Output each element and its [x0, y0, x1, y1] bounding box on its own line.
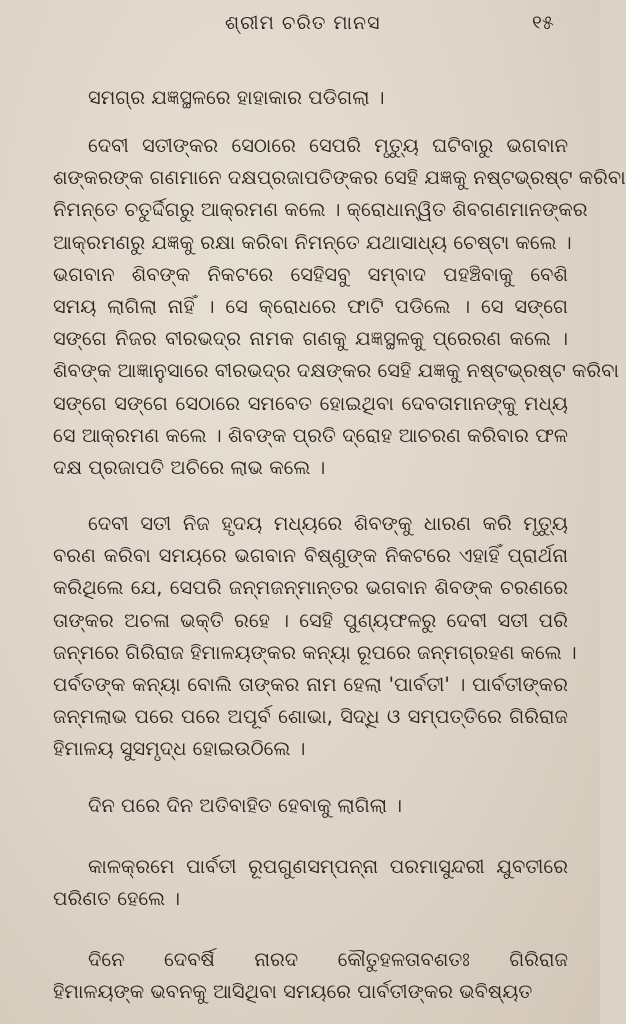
text-line: ଆକ୍ରମଣରୁ ଯଜ୍ଞକୁ ରକ୍ଷା କରିବା ନିମନ୍ତେ ଯଥାସାଧ୍ୟ ଚେଷ୍ଟା କଲେ । [53, 230, 572, 254]
text-line: ହିମାଳୟଙ୍କ ଭବନକୁ ଆସିଥିବା ସମୟରେ ପାର୍ବତୀଙ୍କର ଭବିଷ୍ୟତ [53, 980, 533, 1004]
text-line: ସମୟ ଲାଗିଲା ନାହିଁ । ସେ କ୍ରୋଧରେ ଫାଟି ପଡିଲେ । ସେ ସଙ୍ଗେ [53, 295, 568, 318]
text-line: ଦେବୀ ସତୀଙ୍କର ସେଠାରେ ସେପରି ମୃତ୍ୟୁ ଘଟିବାରୁ ଭଗବାନ [88, 134, 568, 157]
text-line: ଦେବୀ ସତୀ ନିଜ ହୃଦୟ ମଧ୍ୟରେ ଶିବଙ୍କୁ ଧାରଣ କରି ମୃତ୍ୟୁ [88, 512, 568, 535]
text-line: ଶିବଙ୍କ ଆଜ୍ଞାନୁସାରେ ବୀରଭଦ୍ର ଦକ୍ଷଙ୍କର ସେହି ଯଜ୍ଞକୁ ନଷ୍ଟଭ୍ରଷ୍ଟ କରିବା [53, 359, 619, 383]
text-line: ଭଗବାନ ଶିବଙ୍କ ନିକଟରେ ସେହିସବୁ ସମ୍ବାଦ ପହଞ୍ଚିବାକୁ ବେଶି [53, 262, 568, 286]
text-line: କାଳକ୍ରମେ ପାର୍ବତୀ ରୂପଗୁଣସମ୍ପନ୍ନା ପରମାସୁନ୍ଦରୀ ଯୁବତୀରେ [88, 855, 568, 878]
text-line: ପରିଣତ ହେଲେ । [53, 887, 181, 911]
text-line: ଶଙ୍କରଙ୍କ ଗଣମାନେ ଦକ୍ଷପ୍ରଜାପତିଙ୍କର ସେହି ଯଜ୍ଞକୁ ନଷ୍ଟଭ୍ରଷ୍ଟ କରିବା [53, 166, 626, 190]
text-line: ସଙ୍ଗେ ସଙ୍ଗେ ସେଠାରେ ସମବେତ ହୋଇଥିବା ଦେବତାମାନଙ୍କୁ ମଧ୍ୟ [53, 391, 568, 415]
text-line: ତାଙ୍କର ଅଚଳା ଭକ୍ତି ରହେ । ସେହି ପୁଣ୍ୟଫଳରୁ ଦେବୀ ସତୀ ପରି [53, 608, 568, 632]
text-line: ପର୍ବତଙ୍କ କନ୍ୟା ବୋଲି ତାଙ୍କର ନାମ ହେଲା 'ପାର୍ବତୀ' । ପାର୍ବତୀଙ୍କର [53, 673, 568, 696]
text-line: ନିମନ୍ତେ ଚତୁର୍ଦ୍ଦିଗରୁ ଆକ୍ରମଣ କଲେ । କ୍ରୋଧାନ୍ୱିତ ଶିବଗଣମାନଙ୍କର [53, 198, 588, 222]
page-number: ୧୫ [532, 12, 554, 34]
running-title: ଶ୍ରୀମ ଚରିତ ମାନସ [225, 12, 381, 34]
text-line: ବରଣ କରିବା ସମୟରେ ଭଗବାନ ବିଷ୍ଣୁଙ୍କ ନିକଟରେ ଏହାହିଁ ପ୍ରାର୍ଥନା [53, 544, 568, 568]
text-line: ଜନ୍ମଲାଭ ପରେ ପରେ ଅପୂର୍ବ ଶୋଭା, ସିଦ୍ଧି ଓ ସମ୍ପତ୍ତିରେ ଗିରିରାଜ [53, 705, 568, 729]
text-line: ଦିନେ ଦେବର୍ଷି ନାରଦ କୌତୁହଳତାବଶତଃ ଗିରିରାଜ [88, 948, 568, 971]
text-line: ଜନ୍ମରେ ଗିରିରାଜ ହିମାଳୟଙ୍କର କନ୍ୟା ରୂପରେ ଜନ୍ମଗ୍ରହଣ କଲେ । [53, 640, 577, 664]
text-line: ଦକ୍ଷ ପ୍ରଜାପତି ଅଚିରେ ଲାଭ କଲେ । [53, 456, 326, 479]
text-line: ହିମାଳୟ ସୁସମୃଦ୍ଧ ହୋଇଉଠିଲେ । [53, 737, 306, 761]
text-line: ଦିନ ପରେ ଦିନ ଅତିବାହିତ ହେବାକୁ ଲାଗିଲା । [88, 794, 403, 817]
page-header [0, 8, 600, 48]
text-line: ସଙ୍ଗେ ନିଜର ବୀରଭଦ୍ର ନାମକ ଗଣକୁ ଯଜ୍ଞସ୍ଥଳକୁ ପ୍ରେରଣ କଲେ । [53, 327, 568, 351]
text-line: ସେ ଆକ୍ରମଣ କଲେ । ଶିବଙ୍କ ପ୍ରତି ଦ୍ରୋହ ଆଚରଣ କରିବାର ଫଳ [53, 423, 568, 447]
text-line: ସମଗ୍ର ଯଜ୍ଞସ୍ଥଳରେ ହାହାକାର ପଡିଗଲା । [88, 86, 385, 109]
text-line: କରିଥିଲେ ଯେ, ସେପରି ଜନ୍ମଜନ୍ମାନ୍ତର ଭଗବାନ ଶିବଙ୍କ ଚରଣରେ [53, 576, 568, 600]
